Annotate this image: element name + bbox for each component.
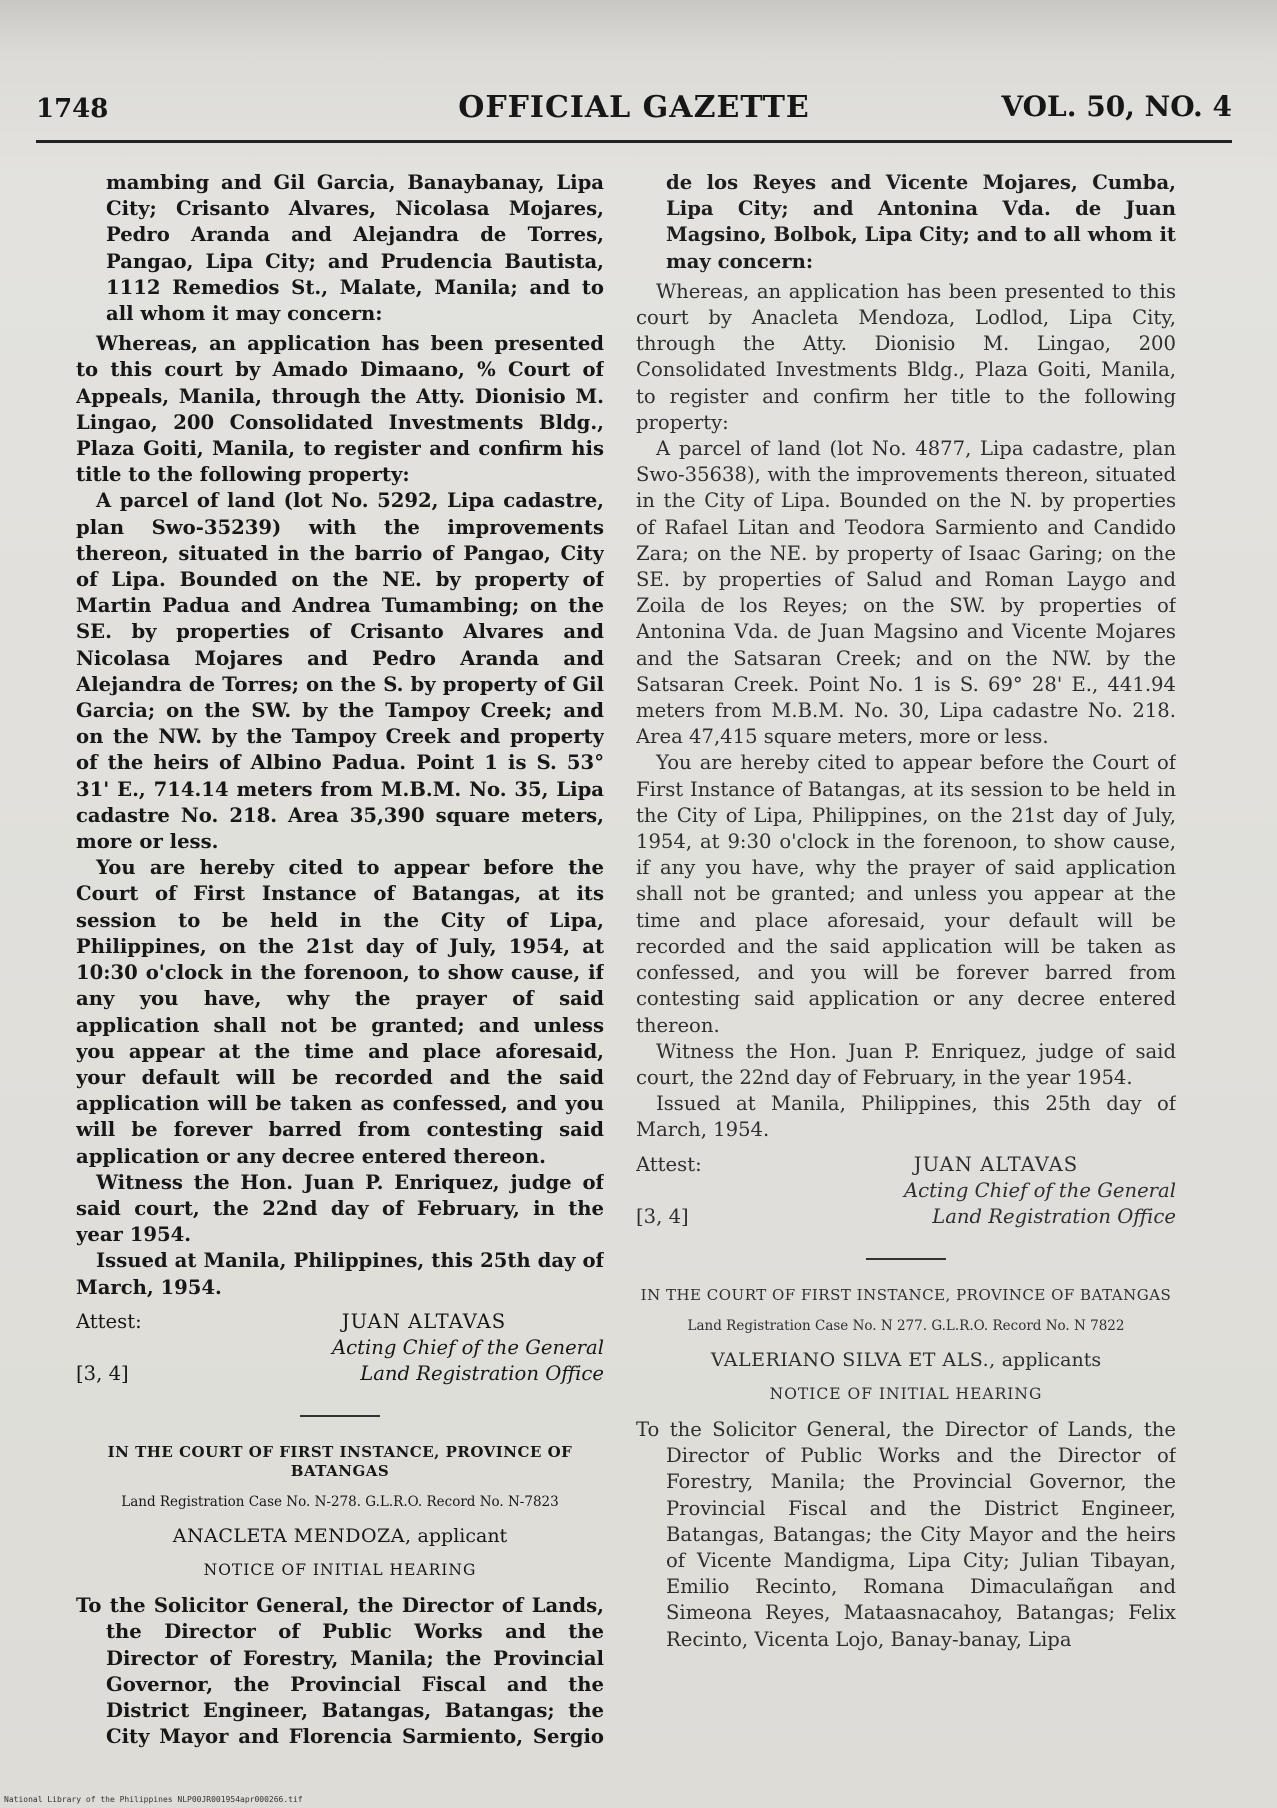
paragraph-whereas: Whereas, an application has been presented to this court by Amado Dimaano, % Court of Appeals, Manila, through the Atty. Dionisio M. Lingao, 200 Consolidated Investments Bldg., Plaza Goiti, Manila, to register and confirm his title to the following property: bbox=[76, 332, 604, 487]
issue-reference: [3, 4] bbox=[636, 1204, 689, 1228]
paragraph-whereas: Whereas, an application has been presented to this court by Anacleta Mendoza, Lodlod, Lipa City, through the Atty. Dionisio M. Lingao, 200 Consolidated Investments Bldg., Plaza Goiti, Manila, to register and confirm her title to the following property: bbox=[636, 279, 1176, 434]
addressees-continued: mambing and Gil Garcia, Banaybanay, Lipa City; Crisanto Alvares, Nicolasa Mojares, Pedro Aranda and Alejandra de Torres, Pangao, Lipa City; and Prudencia Bautista, 1112 Remedios St., Malate, Manila; and to all whom it may concern: bbox=[106, 171, 604, 326]
applicant-name: VALERIANO SILVA ET ALS., bbox=[710, 1348, 996, 1371]
publication-title: OFFICIAL GAZETTE bbox=[458, 90, 810, 125]
signature-block bbox=[816, 1152, 1176, 1231]
header-rule bbox=[36, 140, 1232, 143]
applicant-label: applicants bbox=[1001, 1348, 1102, 1371]
page-header bbox=[36, 90, 1232, 134]
applicant-name: ANACLETA MENDOZA, bbox=[172, 1524, 412, 1547]
signer-office: Land Registration Office bbox=[360, 1362, 604, 1386]
signer-title: Acting Chief of the General bbox=[904, 1178, 1176, 1202]
attestation-block bbox=[636, 1152, 1176, 1236]
attest-label: Attest: bbox=[636, 1152, 702, 1176]
signature-block bbox=[244, 1309, 604, 1388]
section-divider bbox=[866, 1258, 946, 1260]
case-line: Land Registration Case No. N 277. G.L.R.O. Record No. N 7822 bbox=[687, 1317, 1125, 1334]
signer-name: JUAN ALTAVAS bbox=[341, 1309, 507, 1333]
applicant-label: applicant bbox=[417, 1524, 508, 1547]
addressees: To the Solicitor General, the Director of Lands, the Director of Public Works and the Director of Forestry, Manila; the Provincial Governor, the Provincial Fiscal and the District Engineer, Batangas, Batangas; the City Mayor and the heirs of Vicente Mandigma, Lipa City; Julian Tibayan, Emilio Recinto, Romana Dimaculañgan and Simeona Reyes, Mataasnacahoy, Batangas; Felix Recinto, Vicenta Lojo, Banay-banay, Lipa bbox=[636, 1417, 1176, 1651]
paragraph-citation: You are hereby cited to appear before the Court of First Instance of Batangas, at its session to be held in the City of Lipa, Philippines, on the 21st day of July, 1954, at 9:30 o'clock in the forenoon, to show cause, if any you have, why the prayer of said application shall not be granted; and unless you appear at the time and place aforesaid, your default will be recorded and the said application will be taken as confessed, and you will be forever barred from contesting said application or any decree entered thereon. bbox=[636, 751, 1176, 1037]
applicant-line bbox=[636, 1347, 1176, 1373]
section-divider bbox=[300, 1415, 380, 1417]
scan-footer: National Library of the Philippines NLP00JR001954apr000266.tif bbox=[4, 1795, 303, 1804]
attest-label: Attest: bbox=[76, 1309, 142, 1333]
paragraph-issued: Issued at Manila, Philippines, this 25th day of March, 1954. bbox=[636, 1092, 1176, 1142]
volume-label: VOL. 50, NO. 4 bbox=[1001, 90, 1232, 123]
addressees-continued: de los Reyes and Vicente Mojares, Cumba, Lipa City; and Antonina Vda. de Juan Magsino, Bolbok, Lipa City; and to all whom it may concern: bbox=[666, 171, 1176, 273]
notice-title: NOTICE OF INITIAL HEARING bbox=[203, 1560, 477, 1579]
signer-title: Acting Chief of the General bbox=[332, 1335, 604, 1359]
signer-office: Land Registration Office bbox=[932, 1204, 1176, 1228]
right-column bbox=[636, 170, 1176, 1750]
attestation-block bbox=[76, 1309, 604, 1393]
paragraph-witness: Witness the Hon. Juan P. Enriquez, judge of said court, the 22nd day of February, in the year 1954. bbox=[76, 1170, 604, 1247]
paragraph-witness: Witness the Hon. Juan P. Enriquez, judge of said court, the 22nd day of February, in the year 1954. bbox=[636, 1039, 1176, 1089]
court-heading: IN THE COURT OF FIRST INSTANCE, PROVINCE OF BATANGAS bbox=[640, 1285, 1172, 1304]
paragraph-issued: Issued at Manila, Philippines, this 25th day of March, 1954. bbox=[76, 1249, 604, 1299]
court-heading: IN THE COURT OF FIRST INSTANCE, PROVINCE OF BATANGAS bbox=[107, 1442, 573, 1480]
paragraph-citation: You are hereby cited to appear before the Court of First Instance of Batangas, at its session to be held in the City of Lipa, Philippines, on the 21st day of July, 1954, at 10:30 o'clock in the forenoon, to show cause, if any you have, why the prayer of said application shall not be granted; and unless you appear at the time and place aforesaid, your default will be recorded and the said application will be taken as confessed, and you will be forever barred from contesting said application or any decree entered thereon. bbox=[76, 856, 604, 1168]
left-column bbox=[76, 170, 604, 1750]
paragraph-parcel: A parcel of land (lot No. 4877, Lipa cadastre, plan Swo-35638), with the improvements thereon, situated in the City of Lipa. Bounded on the N. by properties of Rafael Litan and Teodora Sarmiento and Candido Zara; on the NE. by property of Isaac Garing; on the SE. by properties of Salud and Roman Laygo and Zoila de los Reyes; on the SW. by properties of Antonina Vda. de Juan Magsino and Vicente Mojares and the Satsaran Creek; and on the NW. by the Satsaran Creek. Point No. 1 is S. 69° 28' E., 441.94 meters from M.B.M. No. 30, Lipa cadastre No. 218. Area 47,415 square meters, more or less. bbox=[636, 437, 1176, 749]
notice-title: NOTICE OF INITIAL HEARING bbox=[769, 1384, 1043, 1403]
page-number: 1748 bbox=[36, 94, 109, 124]
applicant-line bbox=[76, 1523, 604, 1549]
issue-reference: [3, 4] bbox=[76, 1361, 129, 1385]
addressees: To the Solicitor General, the Director of Lands, the Director of Public Works and the Director of Forestry, Manila; the Provincial Governor, the Provincial Fiscal and the District Engineer, Batangas, Batangas; the City Mayor and Florencia Sarmiento, Sergio bbox=[76, 1594, 604, 1749]
case-line: Land Registration Case No. N-278. G.L.R.O. Record No. N-7823 bbox=[121, 1493, 559, 1510]
paragraph-parcel: A parcel of land (lot No. 5292, Lipa cadastre, plan Swo-35239) with the improvements thereon, situated in the barrio of Pangao, City of Lipa. Bounded on the NE. by property of Martin Padua and Andrea Tumambing; on the SE. by properties of Crisanto Alvares and Nicolasa Mojares and Pedro Aranda and Alejandra de Torres; on the S. by property of Gil Garcia; on the SW. by the Tampoy Creek; and on the NW. by the Tampoy Creek and property of the heirs of Albino Padua. Point 1 is S. 53° 31' E., 714.14 meters from M.B.M. No. 35, Lipa cadastre No. 218. Area 35,390 square meters, more or less. bbox=[76, 489, 604, 854]
signer-name: JUAN ALTAVAS bbox=[913, 1152, 1079, 1176]
